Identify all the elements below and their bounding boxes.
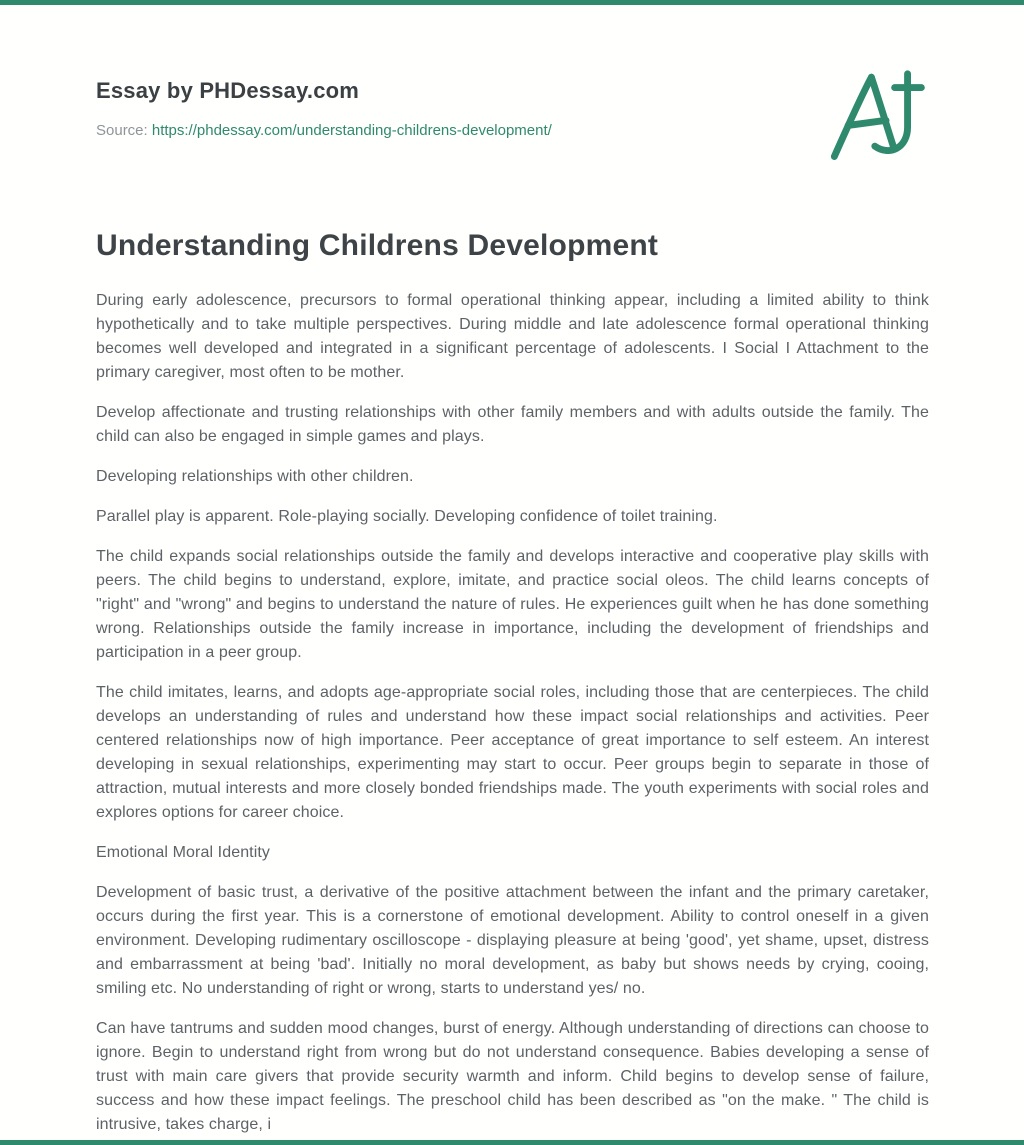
source-url-link[interactable]: https://phdessay.com/understanding-childrens-development/ xyxy=(151,122,552,139)
essay-byline: Essay by PHDessay.com xyxy=(96,78,360,103)
source-label: Source: xyxy=(96,122,148,139)
essay-title: Understanding Childrens Development xyxy=(96,229,659,262)
article-paragraph: Develop affectionate and trusting relationships with other family members and with adults outside the family. The child can also be engaged in simple games and plays. xyxy=(96,404,929,445)
article-paragraph: The child expands social relationships outside the family and develops interactive and cooperative play skills with peers. The child begins to understand, explore, imitate, and practice social oleos. The child learns concepts of "right" and "wrong" and begins to understand the nature of rules. He experiences guilt when he has done something wrong. Relationships outside the family increase in importance, including the development of friendships and participation in a peer group. xyxy=(96,548,929,661)
source-line xyxy=(96,121,929,141)
article-paragraph: Emotional Moral Identity xyxy=(96,844,271,861)
article-paragraph: Parallel play is apparent. Role-playing socially. Developing confidence of toilet training. xyxy=(96,508,718,525)
article-paragraph: The child imitates, learns, and adopts age-appropriate social roles, including those that are centerpieces. The child develops an understanding of rules and understand how these impact social relationships and activities. Peer centered relationships now of high importance. Peer acceptance of great importance to self esteem. An interest developing in sexual relationships, experimenting may start to occur. Peer groups begin to separate in those of attraction, mutual interests and more closely bonded friendships made. The youth experiments with social roles and explores options for career choice. xyxy=(96,684,929,821)
essay-content xyxy=(96,0,929,1137)
article-paragraph: Development of basic trust, a derivative of the positive attachment between the infant and the primary caretaker, occurs during the first year. This is a cornerstone of emotional development. Ability to control oneself in a given environment. Developing rudimentary oscilloscope - displaying pleasure at being 'good', yet shame, upset, distress and embarrassment at being 'bad'. Initially no moral development, as baby but shows needs by crying, cooing, smiling etc. No understanding of right or wrong, starts to understand yes/ no. xyxy=(96,884,929,997)
article-body xyxy=(96,289,929,1137)
article-paragraph: During early adolescence, precursors to formal operational thinking appear, including a limited ability to think hypothetically and to take multiple perspectives. During middle and late adolescence formal operational thinking becomes well developed and integrated in a significant percentage of adolescents. I Social I Attachment to the primary caregiver, most often to be mother. xyxy=(96,292,929,381)
article-paragraph: Can have tantrums and sudden mood changes, burst of energy. Although understanding of directions can choose to ignore. Begin to understand right from wrong but do not understand consequence. Babies developing a sense of trust with main care givers that provide security warmth and inform. Child begins to develop sense of failure, success and how these impact feelings. The preschool child has been described as "on the make. " The child is intrusive, takes charge, i xyxy=(96,1020,929,1133)
bottom-accent-bar xyxy=(0,1140,1024,1145)
article-paragraph: Developing relationships with other children. xyxy=(96,468,414,485)
